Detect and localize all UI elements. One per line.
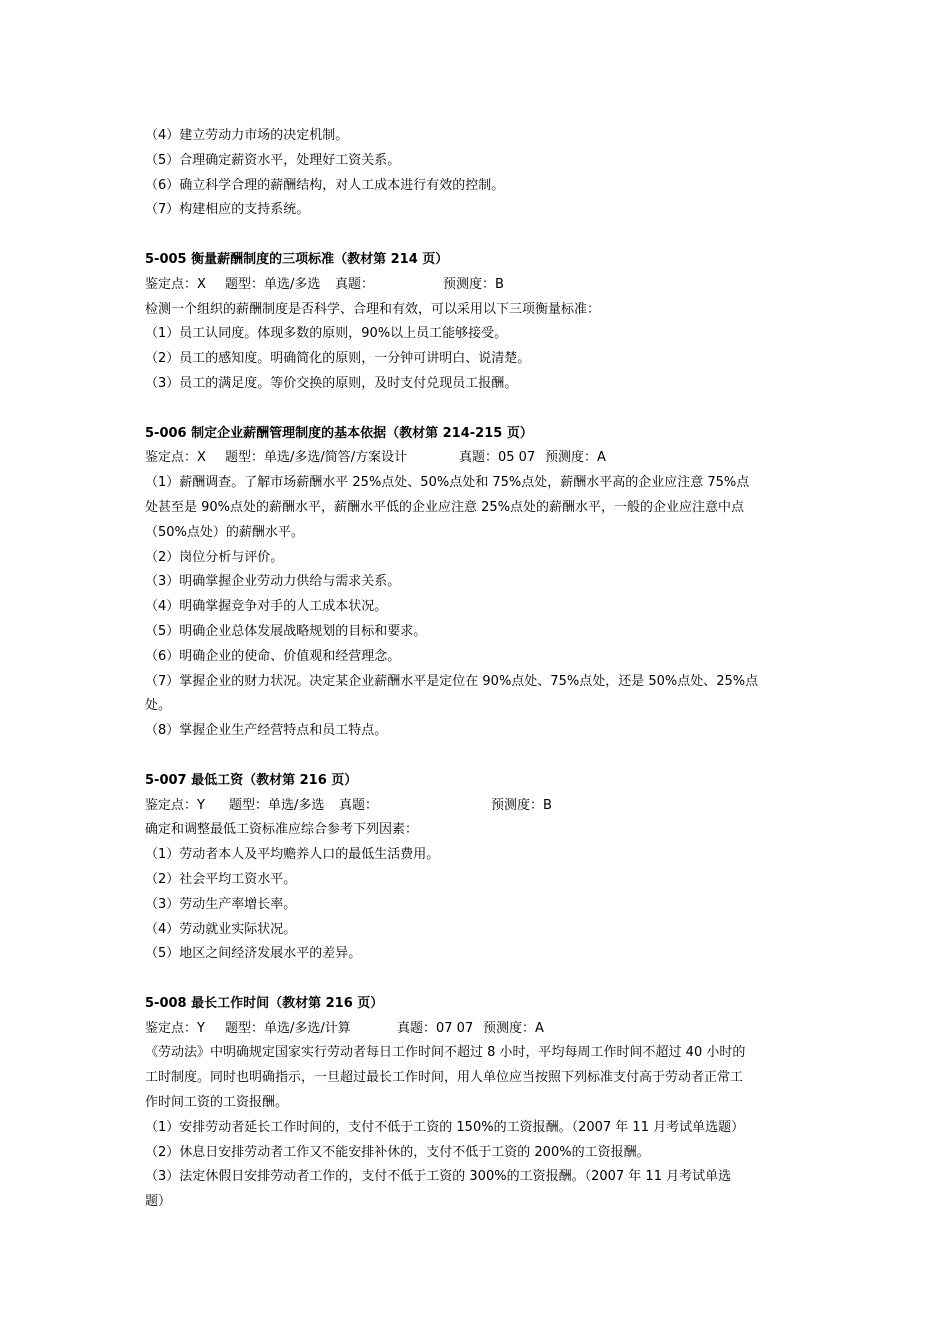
- list-item: （4）明确掌握竞争对手的人工成本状况。: [145, 599, 388, 615]
- meta-type: 题型：单选/多选: [229, 797, 325, 813]
- list-item: （1）安排劳动者延长工作时间的，支付不低于工资的 150%的工资报酬。（2007 年 11 月考试单选题）: [145, 1119, 745, 1135]
- paragraph-line: 确定和调整最低工资标准应综合参考下列因素：: [145, 822, 419, 838]
- meta-real: 真题：: [339, 797, 379, 813]
- intro-list: [145, 124, 815, 223]
- meta-predict: 预测度：B: [443, 276, 504, 292]
- meta-real: 真题：07 07: [397, 1020, 474, 1036]
- section-5-006: [145, 422, 815, 744]
- list-item: （4）劳动就业实际状况。: [145, 921, 297, 937]
- section-title: 5-007 最低工资（教材第 216 页）: [145, 772, 358, 788]
- list-item: （1）劳动者本人及平均赡养人口的最低生活费用。: [145, 847, 440, 863]
- list-item: （3）明确掌握企业劳动力供给与需求关系。: [145, 574, 401, 590]
- section-5-005: [145, 248, 815, 397]
- meta-type: 题型：单选/多选: [225, 276, 321, 292]
- list-item: （7）构建相应的支持系统。: [145, 202, 310, 218]
- list-item: （3）员工的满足度。等价交换的原则，及时支付兑现员工报酬。: [145, 375, 518, 391]
- meta-point: 鉴定点：Y: [145, 797, 205, 813]
- section-title: 5-008 最长工作时间（教材第 216 页）: [145, 995, 384, 1011]
- section-meta: [145, 446, 815, 471]
- paragraph-line: 处甚至是 90%点处的薪酬水平，薪酬水平低的企业应注意 25%点处的薪酬水平，一般的企业应注意中点: [145, 499, 745, 515]
- list-item: （3）法定休假日安排劳动者工作的，支付不低于工资的 300%的工资报酬。（2007 年 11 月考试单选: [145, 1169, 732, 1185]
- paragraph-line: 工时制度。同时也明确指示，一旦超过最长工作时间，用人单位应当按照下列标准支付高于劳动者正常工: [145, 1070, 744, 1086]
- section-spacer: [145, 223, 815, 248]
- section-5-008: [145, 992, 815, 1215]
- section-meta: [145, 1017, 815, 1042]
- section-spacer: [145, 744, 815, 769]
- meta-type: 题型：单选/多选/简答/方案设计: [225, 450, 408, 466]
- list-item: （4）建立劳动力市场的决定机制。: [145, 128, 349, 143]
- paragraph-line: （50%点处）的薪酬水平。: [145, 524, 304, 540]
- meta-real: 真题：: [335, 276, 375, 292]
- paragraph-line: （1）薪酬调查。了解市场薪酬水平 25%点处、50%点处和 75%点处，薪酬水平高的企业应注意 75%点: [145, 475, 750, 491]
- document-page: [145, 124, 815, 1215]
- list-item: （5）地区之间经济发展水平的差异。: [145, 946, 362, 962]
- section-title: 5-005 衡量薪酬制度的三项标准（教材第 214 页）: [145, 251, 449, 267]
- list-item: （5）合理确定薪资水平，处理好工资关系。: [145, 152, 401, 168]
- meta-predict: 预测度：A: [483, 1020, 544, 1036]
- paragraph-line: 检测一个组织的薪酬制度是否科学、合理和有效，可以采用以下三项衡量标准：: [145, 301, 601, 317]
- paragraph-line: 《劳动法》中明确规定国家实行劳动者每日工作时间不超过 8 小时，平均每周工作时间不超过 40 小时的: [145, 1045, 746, 1061]
- list-item: （1）员工认同度。体现多数的原则，90%以上员工能够接受。: [145, 326, 508, 342]
- meta-point: 鉴定点：Y: [145, 1020, 205, 1036]
- section-spacer: [145, 967, 815, 992]
- section-title: 5-006 制定企业薪酬管理制度的基本依据（教材第 214-215 页）: [145, 425, 533, 441]
- meta-real: 真题：05 07: [459, 450, 536, 466]
- list-item: （2）员工的感知度。明确简化的原则，一分钟可讲明白、说清楚。: [145, 351, 531, 367]
- meta-point: 鉴定点：X: [145, 276, 206, 292]
- list-item: （6）确立科学合理的薪酬结构，对人工成本进行有效的控制。: [145, 177, 505, 193]
- meta-point: 鉴定点：X: [145, 450, 206, 466]
- list-item: （5）明确企业总体发展战略规划的目标和要求。: [145, 623, 427, 639]
- list-item: （3）劳动生产率增长率。: [145, 896, 297, 912]
- section-meta: [145, 794, 815, 819]
- section-spacer: [145, 397, 815, 422]
- paragraph-line: 处。: [145, 698, 172, 714]
- paragraph-line: 题）: [145, 1194, 172, 1210]
- list-item: （8）掌握企业生产经营特点和员工特点。: [145, 723, 388, 739]
- meta-predict: 预测度：B: [491, 797, 552, 813]
- section-meta: [145, 273, 815, 298]
- section-5-007: [145, 769, 815, 967]
- meta-type: 题型：单选/多选/计算: [225, 1020, 351, 1036]
- list-item: （2）社会平均工资水平。: [145, 871, 297, 887]
- list-item: （2）休息日安排劳动者工作又不能安排补休的，支付不低于工资的 200%的工资报酬。: [145, 1144, 650, 1160]
- meta-predict: 预测度：A: [545, 450, 606, 466]
- paragraph-line: （7）掌握企业的财力状况。决定某企业薪酬水平是定位在 90%点处、75%点处，还是 50%点处、25%点: [145, 673, 759, 689]
- list-item: （6）明确企业的使命、价值观和经营理念。: [145, 648, 401, 664]
- paragraph-line: 作时间工资的工资报酬。: [145, 1095, 289, 1111]
- list-item: （2）岗位分析与评价。: [145, 549, 284, 565]
